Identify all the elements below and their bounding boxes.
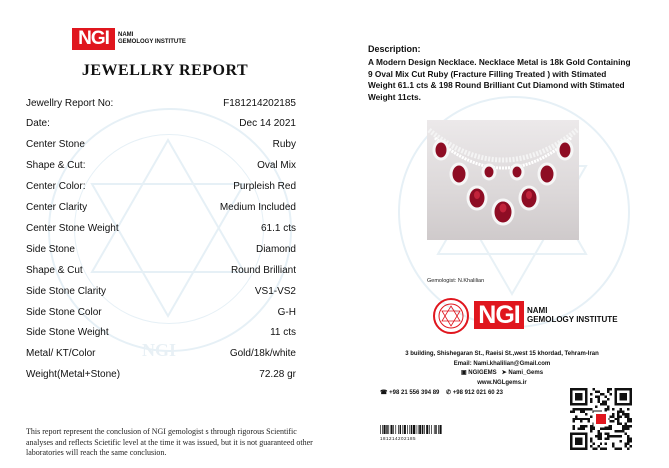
report-row	[26, 283, 296, 299]
phone-number: +98 21 556 394 89	[389, 390, 440, 396]
disclaimer-text: This report represent the conclusion of NGI gemologist s through rigorous Scientific analyses and reflects Scietific level at the time it was issued, but it is not guaranteed other laboratories will reach the same conclusion.	[26, 427, 313, 457]
telegram-handle: Nami_Gems	[508, 370, 544, 376]
row-label: Side Stone Color	[26, 306, 102, 318]
row-label: Center Clarity	[26, 202, 88, 213]
report-row	[26, 325, 296, 341]
row-value: Dec 14 2021	[239, 118, 296, 130]
row-value: Round Brilliant	[230, 264, 296, 276]
logo-line1: NAMI	[118, 32, 134, 38]
report-row	[26, 346, 296, 362]
email-text: Email: Nami.khalilian@Gmail.com	[453, 360, 551, 367]
report-row	[26, 95, 296, 111]
website-text: www.NGLgems.ir	[477, 379, 527, 386]
row-value: Purpleish Red	[233, 181, 296, 193]
barcode-number: 181214202185	[380, 436, 417, 441]
report-row	[26, 241, 296, 257]
gemologist-name: Gemologist: N.Khalilian	[427, 278, 485, 284]
ngi-seal-icon	[433, 298, 469, 334]
report-row	[26, 200, 296, 216]
row-label: Side Stone Weight	[26, 327, 109, 339]
logo-line2: GEMOLOGY INSTITUTE	[118, 39, 186, 45]
row-value: Gold/18k/white	[229, 348, 296, 360]
watermark-ngi: NGI	[142, 340, 177, 360]
logo-line1-right: NAMI	[527, 306, 548, 315]
logo-subtitle	[118, 32, 186, 46]
report-title: JEWELLRY REPORT	[81, 62, 249, 79]
row-value: G-H	[277, 306, 296, 318]
logo-mark: NGI	[72, 28, 115, 50]
mobile-icon: ✆	[446, 390, 452, 396]
row-label: Center Color:	[26, 181, 86, 193]
address-text: 3 building, Shishegaran St., Raeisi St.,west 15 khordad, Tehram-Iran	[405, 351, 599, 357]
row-value: F181214202185	[223, 97, 296, 109]
contact-block	[372, 350, 632, 388]
telegram-icon: ➤	[501, 370, 507, 376]
report-row	[26, 367, 296, 383]
logo-line2-right: GEMOLOGY INSTITUTE	[527, 315, 618, 324]
report-row	[26, 158, 296, 174]
row-label: Jewellry Report No:	[26, 97, 114, 109]
phone-icon: ☎	[380, 390, 388, 396]
row-value: Medium Included	[219, 202, 296, 213]
report-row	[26, 220, 296, 236]
row-value: VS1-VS2	[254, 285, 296, 297]
report-row	[26, 137, 296, 153]
row-value: 61.1 cts	[260, 222, 296, 234]
phone-line	[380, 389, 503, 396]
ngi-logo-right	[474, 301, 618, 329]
instagram-icon: ▣	[460, 370, 467, 376]
row-label: Date:	[26, 118, 50, 130]
report-row	[26, 262, 296, 278]
row-label: Weight(Metal+Stone)	[26, 369, 121, 381]
social-line	[372, 369, 632, 379]
report-row	[26, 116, 296, 132]
necklace-photo	[427, 120, 579, 240]
row-label: Side Stone	[26, 243, 75, 255]
row-label: Center Stone	[26, 139, 85, 151]
logo-mark-right: NGI	[474, 301, 524, 329]
row-value: Oval Mix	[257, 160, 296, 172]
row-label: Shape & Cut:	[26, 160, 86, 172]
row-value: Ruby	[272, 139, 296, 151]
barcode	[380, 425, 442, 434]
row-value: Diamond	[255, 243, 296, 255]
qr-code	[570, 388, 632, 450]
logo-subtitle-right	[527, 306, 618, 324]
row-label: Side Stone Clarity	[26, 285, 107, 297]
row-label: Shape & Cut	[26, 264, 83, 276]
row-value: 11 cts	[270, 327, 296, 339]
necklace-image	[427, 120, 579, 240]
row-label: Center Stone Weight	[26, 222, 119, 234]
description-heading: Description:	[368, 44, 421, 54]
report-row	[26, 179, 296, 195]
row-value: 72.28 gr	[259, 369, 296, 381]
row-label: Metal/ KT/Color	[26, 348, 96, 360]
instagram-handle: NGIGEMS	[468, 370, 497, 376]
description-text: A Modern Design Necklace. Necklace Metal is 18k Gold Containing 9 Oval Mix Cut Ruby (Fracture Filling Treated ) with Stimated Weight 61.1 cts & 198 Round Brilliant Cut Diamond with Stimated Weight 11cts.	[368, 57, 631, 102]
report-row	[26, 304, 296, 320]
ngi-logo	[72, 28, 186, 50]
mobile-number: +98 912 021 60 23	[452, 390, 503, 396]
